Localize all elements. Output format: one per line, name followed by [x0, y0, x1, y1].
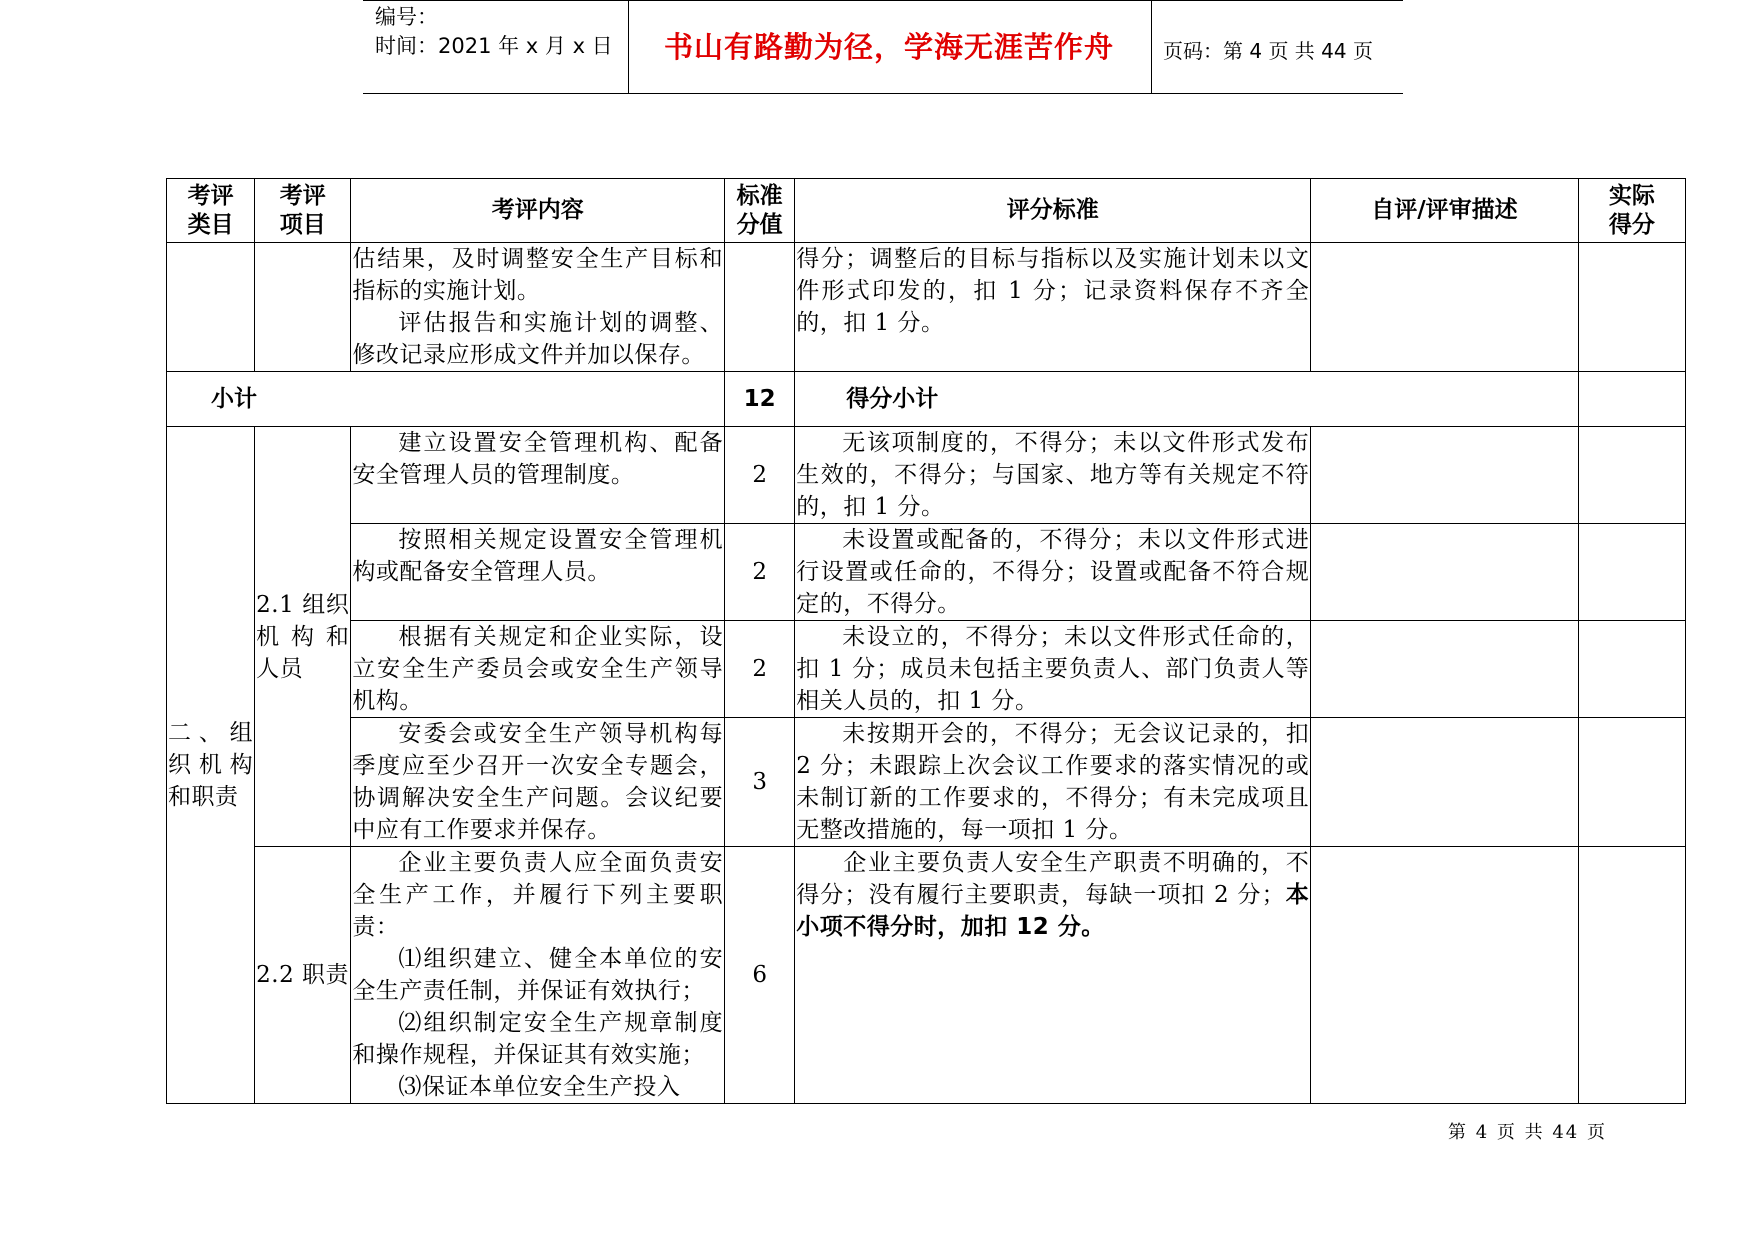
- duty-item: ⑴组织建立、健全本单位的安全生产责任制，并保证有效执行；: [352, 946, 724, 1004]
- criteria-text: 未按期开会的，不得分；无会议记录的，扣 2 分；未跟踪上次会议工作要求的落实情况的或未制订新的工作要求的，不得分；有未完成项且无整改措施的，每一项扣 1 分。: [796, 721, 1310, 843]
- content-text: 按照相关规定设置安全管理机构或配备安全管理人员。: [352, 527, 724, 585]
- subtotal-score: 12: [725, 372, 795, 427]
- content-cell: [351, 427, 725, 524]
- criteria-cell: [795, 427, 1311, 524]
- criteria-text: 无该项制度的，不得分；未以文件形式发布生效的，不得分；与国家、地方等有关规定不符的，扣 1 分。: [796, 430, 1310, 520]
- actual-score-cell[interactable]: [1578, 718, 1685, 847]
- criteria-cell: [795, 524, 1311, 621]
- item-cell: [255, 427, 351, 847]
- header-item: 考评 项目: [255, 179, 351, 243]
- content-cell: [351, 847, 725, 1104]
- self-review-cell[interactable]: [1311, 243, 1579, 372]
- actual-score-cell[interactable]: [1578, 372, 1685, 427]
- score-cell: 6: [725, 847, 795, 1104]
- actual-score-cell[interactable]: [1578, 847, 1685, 1104]
- category-cell: [167, 243, 255, 372]
- header-category: 考评 类目: [167, 179, 255, 243]
- header-meta: [375, 3, 625, 93]
- score-cell: 2: [725, 524, 795, 621]
- table-row: [167, 243, 1686, 372]
- header-divider: [1151, 1, 1152, 94]
- item-label: 2.1 组织机构和人员: [256, 591, 350, 682]
- criteria-bold-note: 本小项不得分时，加扣 12 分。: [796, 882, 1310, 940]
- page-footer: 第 4 页 共 44 页: [1448, 1122, 1607, 1143]
- document-number-label: 编号：: [375, 5, 438, 29]
- duty-item: ⑶保证本单位安全生产投入: [398, 1074, 681, 1100]
- criteria-text: 未设置或配备的，不得分；未以文件形式进行设置或任命的，不得分；设置或配备不符合规定的，不得分。: [796, 527, 1310, 617]
- subtotal-row: [167, 372, 1686, 427]
- header-divider: [628, 1, 629, 94]
- header-content: 考评内容: [351, 179, 725, 243]
- table-header-row: [167, 179, 1686, 243]
- score-cell: [725, 243, 795, 372]
- self-review-cell[interactable]: [1311, 847, 1579, 1104]
- criteria-text: 得分；调整后的目标与指标以及实施计划未以文件形式印发的，扣 1 分；记录资料保存不齐全的，扣 1 分。: [796, 246, 1310, 336]
- criteria-cell: [795, 847, 1311, 1104]
- page-header: [363, 0, 1403, 94]
- criteria-text: 企业主要负责人安全生产职责不明确的，不得分；没有履行主要职责，每缺一项扣 2 分；本小项不得分时，加扣 12 分。: [796, 850, 1310, 940]
- table-row: [167, 621, 1686, 718]
- score-cell: 3: [725, 718, 795, 847]
- actual-score-cell[interactable]: [1578, 524, 1685, 621]
- header-page-info: 页码：第 4 页 共 44 页: [1163, 39, 1373, 63]
- evaluation-table: [166, 178, 1686, 1104]
- header-motto: 书山有路勤为径，学海无涯苦作舟: [663, 30, 1114, 64]
- content-text: 企业主要负责人应全面负责安全生产工作，并履行下列主要职责：: [352, 850, 724, 940]
- subtotal-criteria-cell: [795, 372, 1579, 427]
- content-text: 根据有关规定和企业实际，设立安全生产委员会或安全生产领导机构。: [352, 624, 724, 714]
- content-text: 评估报告和实施计划的调整、修改记录应形成文件并加以保存。: [352, 310, 724, 368]
- duty-item: ⑵组织制定安全生产规章制度和操作规程，并保证其有效实施；: [352, 1010, 724, 1068]
- header-self-review: 自评/评审描述: [1311, 179, 1579, 243]
- document-date: 时间：2021 年 x 月 x 日: [375, 34, 613, 58]
- subtotal-criteria: 得分小计: [846, 386, 939, 412]
- content-text: 建立设置安全管理机构、配备安全管理人员的管理制度。: [352, 430, 724, 488]
- header-actual-score: 实际 得分: [1578, 179, 1685, 243]
- table-row: [167, 847, 1686, 1104]
- score-cell: 2: [725, 621, 795, 718]
- content-text: 估结果，及时调整安全生产目标和指标的实施计划。: [352, 246, 724, 304]
- criteria-text: 未设立的，不得分；未以文件形式任命的，扣 1 分；成员未包括主要负责人、部门负责人等相关人员的，扣 1 分。: [796, 624, 1310, 714]
- self-review-cell[interactable]: [1311, 524, 1579, 621]
- score-cell: 2: [725, 427, 795, 524]
- actual-score-cell[interactable]: [1578, 243, 1685, 372]
- category-label: 二、组织机构和职责: [168, 720, 254, 810]
- subtotal-label: 小计: [211, 386, 257, 412]
- self-review-cell[interactable]: [1311, 427, 1579, 524]
- table-row: [167, 718, 1686, 847]
- item-label: 2.2 职责: [256, 962, 350, 988]
- actual-score-cell[interactable]: [1578, 427, 1685, 524]
- subtotal-label-cell: [167, 372, 725, 427]
- table-row: [167, 427, 1686, 524]
- content-text: 安委会或安全生产领导机构每季度应至少召开一次安全专题会，协调解决安全生产问题。会议纪要中应有工作要求并保存。: [352, 721, 724, 843]
- content-cell: [351, 524, 725, 621]
- actual-score-cell[interactable]: [1578, 621, 1685, 718]
- self-review-cell[interactable]: [1311, 718, 1579, 847]
- criteria-cell: [795, 718, 1311, 847]
- content-cell: [351, 243, 725, 372]
- self-review-cell[interactable]: [1311, 621, 1579, 718]
- criteria-cell: [795, 243, 1311, 372]
- header-criteria: 评分标准: [795, 179, 1311, 243]
- header-standard-score: 标准 分值: [725, 179, 795, 243]
- item-cell: [255, 847, 351, 1104]
- category-cell: [167, 427, 255, 1104]
- content-cell: [351, 718, 725, 847]
- criteria-cell: [795, 621, 1311, 718]
- item-cell: [255, 243, 351, 372]
- content-cell: [351, 621, 725, 718]
- table-row: [167, 524, 1686, 621]
